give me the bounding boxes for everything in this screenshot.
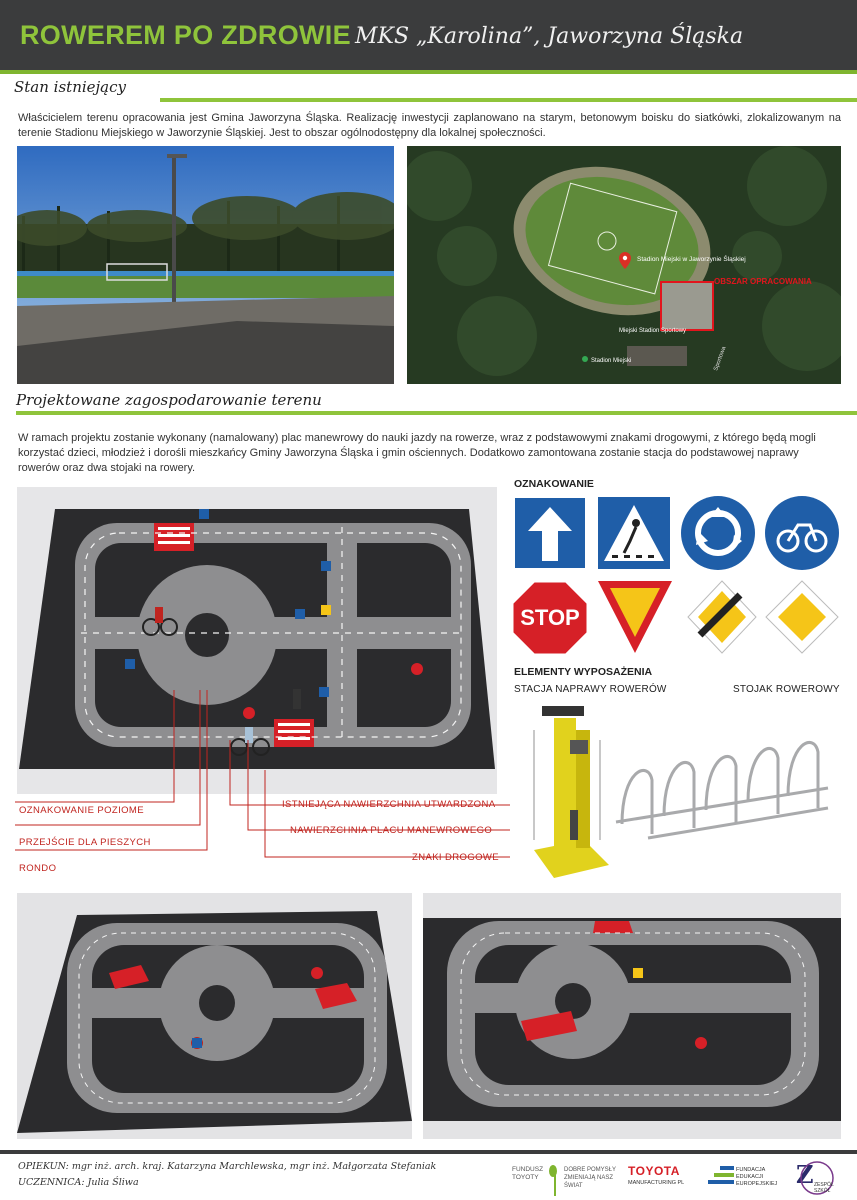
one-way-sign-icon	[514, 497, 586, 569]
section-divider	[160, 98, 857, 102]
priority-road-sign-icon	[766, 581, 838, 653]
logo-text: FUNDACJA EDUKACJI EUROPEJSKIEJ	[736, 1167, 778, 1187]
header-accent-bar	[0, 70, 857, 74]
footer-divider	[0, 1150, 857, 1154]
school-logo: Z ZESPÓŁ SZKÓŁ	[792, 1160, 842, 1196]
logo-text: FUNDUSZ	[512, 1166, 544, 1173]
equipment-heading: ELEMENTY WYPOSAŻENIA	[514, 666, 653, 678]
logo-text: ZESPÓŁ SZKÓŁ	[814, 1182, 834, 1194]
roundabout-sign-icon	[681, 496, 755, 570]
stop-sign-icon	[512, 581, 588, 655]
page-title: ROWEREM PO ZDROWIE	[20, 20, 351, 50]
section-divider	[16, 411, 857, 415]
callout-yard-surface: NAWIERZCHNIA PLACU MANEWROWEGO	[290, 825, 493, 836]
callout-roundabout: RONDO	[19, 863, 57, 874]
logo-text: DOBRE POMYSŁY ZMIENIAJĄ NASZ ŚWIAT	[564, 1167, 616, 1189]
bike-rack-label: STOJAK ROWEROWY	[733, 684, 840, 695]
toyota-logo	[628, 1164, 688, 1186]
render-view-left	[17, 893, 412, 1139]
callout-road-signs: ZNAKI DROGOWE	[412, 852, 500, 863]
section1-paragraph: Właścicielem terenu opracowania jest Gmina Jaworzyna Śląska. Realizację inwestycji zaplanowano na starym, betonowym boisku do siatkówki, zlokalizowanym na terenie Stadionu Miejskiego w Jaworzynie Śląskiej. Jest to obszar ogólnodostępny dla lokalnej społeczności.	[18, 112, 841, 139]
pedestrian-crossing-sign-icon	[598, 497, 670, 569]
repair-station-image	[514, 700, 614, 880]
road-signs-grid	[512, 495, 842, 655]
logo-text: MANUFACTURING PL	[628, 1180, 685, 1186]
callout-horizontal-marking: OZNAKOWANIE POZIOME	[19, 805, 144, 816]
bike-rack-image	[608, 730, 838, 850]
logo-text: TOYOTA	[628, 1164, 680, 1178]
existing-court-photo	[17, 146, 394, 384]
footer-student: UCZENNICA: Julia Śliwa	[18, 1177, 139, 1188]
section-title-existing: Stan istniejący	[14, 78, 127, 96]
toyota-fund-logo	[512, 1162, 622, 1196]
fee-logo	[706, 1164, 782, 1194]
section-title-planned: Projektowane zagospodarowanie terenu	[16, 391, 322, 409]
page-subtitle: MKS „Karolina”, Jaworzyna Śląska	[355, 24, 744, 49]
map-label-stadium: Miejski Stadion Sportowy	[619, 328, 687, 334]
map-pin-label: Stadion Miejski w Jaworzynie Śląskiej	[637, 256, 746, 263]
callout-pedestrian-crossing: PRZEJŚCIE DLA PIESZYCH	[19, 837, 151, 848]
map-street-label: Sportowa	[713, 345, 728, 372]
callout-existing-surface: ISTNIEJĄCA NAWIERZCHNIA UTWARDZONA	[282, 799, 496, 810]
repair-station-label: STACJA NAPRAWY ROWERÓW	[514, 684, 667, 695]
bicycle-path-sign-icon	[765, 496, 839, 570]
map-label-stadion: Stadion Miejski	[591, 358, 632, 364]
signs-heading: OZNAKOWANIE	[514, 478, 594, 490]
stop-sign-text: STOP	[520, 605, 580, 630]
callout-leader-lines	[0, 680, 520, 880]
render-view-right	[423, 893, 841, 1139]
logo-text: TOYOTY	[512, 1174, 539, 1181]
yield-sign-icon	[598, 581, 672, 653]
map-area-label: OBSZAR OPRACOWANIA	[714, 277, 812, 286]
section2-paragraph: W ramach projektu zostanie wykonany (namalowany) plac manewrowy do nauki jazdy na rowerze, wraz z podstawowymi znakami drogowymi, z którego będą mogli korzystać dzieci, młodzież i dorośli mieszkańcy Gminy Jaworzyna Śląska i gmin ościennych. Dodatkowo zamontowana zostanie stacja do podstawowej naprawy rowerów oraz dwa stojaki na rowery.	[18, 432, 816, 474]
footer-supervisor: OPIEKUN: mgr inż. arch. kraj. Katarzyna Marchlewska, mgr inż. Małgorzata Stefaniak	[18, 1161, 437, 1172]
aerial-map	[407, 146, 841, 384]
end-of-priority-road-sign-icon	[688, 581, 756, 653]
